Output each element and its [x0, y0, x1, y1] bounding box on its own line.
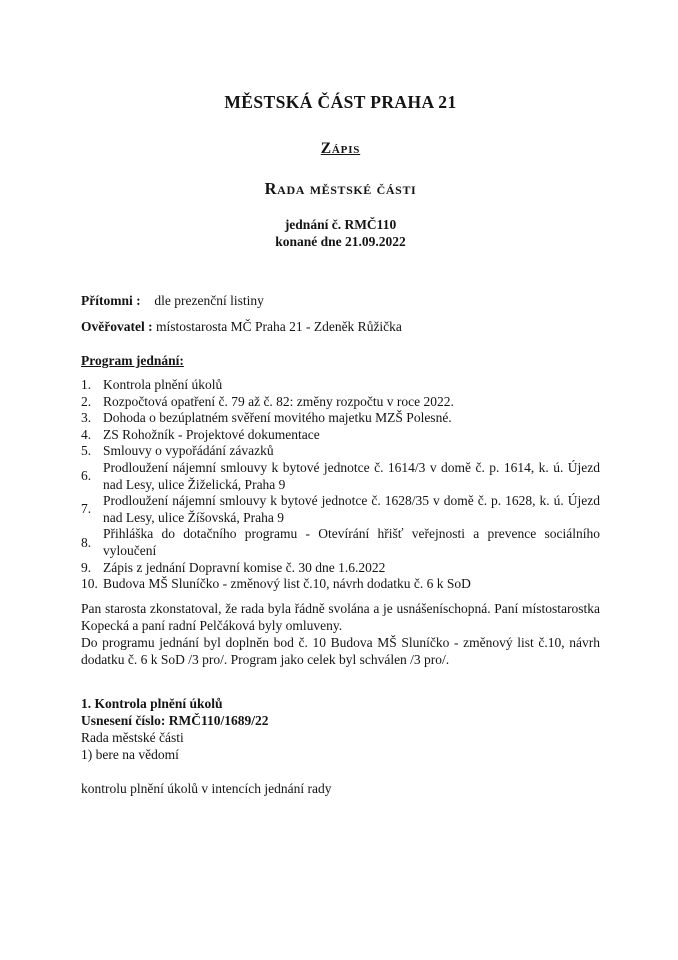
agenda-item-text: Dohoda o bezúplatném svěření movitého majetku MZŠ Polesné.	[103, 410, 452, 426]
agenda-item-text: Smlouvy o vypořádání závazků	[103, 443, 274, 459]
agenda-item-5	[81, 443, 600, 460]
agenda-item-4	[81, 427, 600, 444]
resolution-block	[81, 695, 600, 797]
statement-quorum: Pan starosta zkonstatoval, že rada byla řádně svolána a je usnášeníschopná. Paní místostarostka Kopecká a paní radní Pelčáková byly omluveny.	[81, 600, 600, 633]
document-type-line	[81, 139, 600, 158]
document-type: Zápis	[320, 140, 361, 157]
present-value: dle prezenční listiny	[154, 293, 264, 308]
verifier-label: Ověřovatel :	[81, 319, 153, 334]
resolution-heading: 1. Kontrola plnění úkolů	[81, 695, 223, 711]
agenda-item-text: Prodloužení nájemní smlouvy k bytové jednotce č. 1628/35 v domě č. p. 1628, k. ú. Újezd nad Lesy, ulice Žíšovská, Praha 9	[103, 493, 600, 525]
agenda-item-number: 1.	[81, 377, 92, 392]
attendance-block	[81, 292, 600, 335]
present-row	[81, 292, 600, 309]
agenda-item-1	[81, 377, 600, 394]
agenda-item-2	[81, 394, 600, 411]
verifier-value: místostarosta MČ Praha 21 - Zdeněk Růžička	[155, 319, 402, 334]
agenda-heading: Program jednání:	[81, 353, 184, 368]
agenda-item-number: 3.	[81, 410, 92, 426]
resolution-body-line2: 1) bere na vědomí	[81, 746, 179, 762]
agenda-item-text: Kontrola plnění úkolů	[103, 377, 223, 392]
agenda-item-number: 7.	[81, 501, 92, 517]
council-name: Rada městské části	[264, 179, 417, 198]
agenda-item-9	[81, 560, 600, 577]
agenda-list	[81, 377, 600, 593]
agenda-item-number: 10.	[81, 576, 98, 592]
agenda-item-number: 2.	[81, 393, 92, 409]
agenda-item-number: 6.	[81, 468, 92, 484]
agenda-item-6	[81, 460, 600, 493]
agenda-item-text: Přihláška do dotačního programu - Otevírání hřišť veřejnosti a prevence sociálního vyloučení	[103, 526, 600, 558]
agenda-item-10	[81, 576, 600, 593]
present-label: Přítomni :	[81, 293, 141, 308]
statement-program-change: Do programu jednání byl doplněn bod č. 10 Budova MŠ Sluníčko - změnový list č.10, návrh dodatku č. 6 k SoD /3 pro/. Program jako celek byl schválen /3 pro/.	[81, 634, 600, 667]
session-number: jednání č. RMČ110	[284, 217, 397, 232]
agenda-item-text: Rozpočtová opatření č. 79 až č. 82: změny rozpočtu v roce 2022.	[103, 393, 454, 409]
opening-statements	[81, 600, 600, 668]
agenda-item-text: ZS Rohožník - Projektové dokumentace	[103, 426, 320, 442]
resolution-body-line3: kontrolu plnění úkolů v intencích jednání rady	[81, 780, 332, 796]
agenda-item-7	[81, 493, 600, 526]
verifier-row	[81, 318, 600, 335]
agenda-item-number: 8.	[81, 534, 92, 550]
agenda-item-text: Prodloužení nájemní smlouvy k bytové jednotce č. 1614/3 v domě č. p. 1614, k. ú. Újezd nad Lesy, ulice Žiželická, Praha 9	[103, 459, 600, 492]
resolution-number: Usnesení číslo: RMČ110/1689/22	[81, 712, 269, 728]
agenda-item-text: Budova MŠ Sluníčko - změnový list č.10, návrh dodatku č. 6 k SoD	[103, 576, 471, 592]
resolution-spacer	[81, 763, 600, 780]
agenda-item-text: Zápis z jednání Dopravní komise č. 30 dne 1.6.2022	[103, 559, 386, 575]
agenda-item-number: 5.	[81, 443, 92, 459]
resolution-body-line1: Rada městské části	[81, 729, 184, 745]
session-date: konané dne 21.09.2022	[275, 233, 406, 249]
agenda-item-number: 4.	[81, 426, 92, 442]
document-title: MĚSTSKÁ ČÁST PRAHA 21	[224, 92, 457, 112]
agenda-item-8	[81, 526, 600, 559]
agenda-item-3	[81, 410, 600, 427]
agenda-item-number: 9.	[81, 559, 92, 575]
